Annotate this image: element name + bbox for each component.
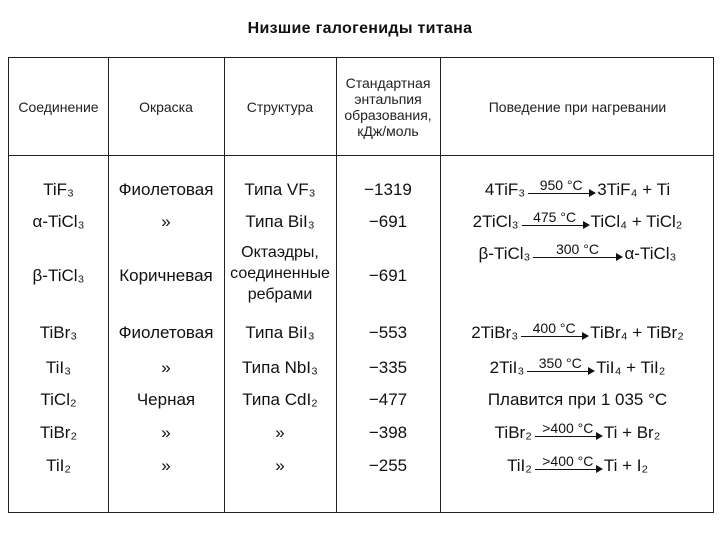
reaction-condition: 350 °C [538, 355, 582, 371]
cell-enthalpy: −691 [368, 265, 408, 285]
reaction-right: TiCl₄ + TiCl₂ [590, 212, 683, 231]
reaction-condition: 400 °C [532, 320, 576, 336]
cell-enthalpy: −691 [368, 212, 408, 231]
cell-heating [440, 317, 715, 349]
header-heating: Поведение при нагревании [488, 98, 667, 115]
cell-heating [440, 174, 715, 206]
reaction-condition: >400 °C [542, 420, 594, 436]
cell-structure: Типа CdI₂ [242, 390, 318, 409]
arrow-icon [535, 469, 601, 470]
reaction-right: Ti + Br₂ [603, 423, 661, 442]
arrow-icon [527, 371, 593, 372]
reaction-left: β-TiCl₃ [478, 244, 531, 263]
cell-heating [440, 417, 715, 449]
header-compound: Соединение [18, 98, 99, 115]
reaction-condition: 950 °C [539, 177, 583, 193]
cell-compound: TiI₃ [45, 358, 72, 377]
cell-structure: Типа BiI₃ [245, 212, 315, 231]
reaction-arrow [528, 178, 594, 194]
reaction-right: α-TiCl₃ [624, 244, 677, 263]
cell-enthalpy: −398 [368, 423, 408, 442]
reaction-condition: 475 °C [533, 209, 577, 225]
cell-heating [440, 384, 715, 416]
heating-text: Плавится при 1 035 °C [487, 390, 668, 409]
arrow-icon [528, 193, 594, 194]
cell-structure: Октаэдры, соединенные ребрами [230, 244, 330, 303]
cell-color: Коричневая [119, 265, 213, 285]
reaction-arrow [522, 210, 588, 226]
header-structure: Структура [246, 98, 314, 115]
cell-enthalpy: −477 [368, 390, 408, 409]
cell-enthalpy: −335 [368, 358, 408, 377]
cell-heating [440, 450, 715, 482]
reaction-left: TiI₂ [506, 456, 532, 475]
cell-structure: » [275, 423, 285, 442]
page-title: Низшие галогениды титана [247, 20, 473, 37]
arrow-icon [535, 436, 601, 437]
cell-color: Фиолетовая [118, 180, 214, 199]
arrow-icon [522, 225, 588, 226]
arrow-icon [521, 336, 587, 337]
cell-compound: TiBr₂ [39, 423, 78, 442]
cell-structure: Типа VF₃ [244, 180, 316, 199]
cell-compound: TiI₂ [46, 456, 71, 475]
reaction-left: 2TiI₃ [489, 358, 525, 377]
cell-heating [440, 238, 715, 270]
cell-enthalpy: −1319 [364, 180, 412, 199]
reaction-arrow [535, 454, 601, 470]
cell-compound: TiCl₂ [40, 390, 77, 409]
cell-compound: α-TiCl₃ [32, 212, 85, 231]
arrow-icon [533, 257, 621, 258]
cell-heating [440, 352, 715, 384]
reaction-left: 2TiBr₃ [471, 323, 519, 342]
header-color: Окраска [139, 98, 193, 115]
header-divider [9, 155, 713, 156]
reaction-right: TiBr₄ + TiBr₂ [590, 323, 684, 342]
reaction-right: Ti + I₂ [603, 456, 649, 475]
reaction-arrow [527, 356, 593, 372]
cell-compound: TiBr₃ [39, 323, 78, 342]
reaction-condition: >400 °C [542, 453, 594, 469]
reaction-arrow [533, 242, 621, 258]
cell-enthalpy: −553 [368, 323, 408, 342]
cell-compound: β-TiCl₃ [32, 265, 85, 285]
cell-color: » [161, 358, 171, 377]
cell-enthalpy: −255 [368, 456, 408, 475]
reaction-arrow [521, 321, 587, 337]
cell-heating [440, 206, 715, 238]
reaction-right: 3TiF₄ + Ti [597, 180, 671, 199]
cell-color: » [161, 456, 171, 475]
cell-color: Черная [136, 390, 196, 409]
reaction-left: 4TiF₃ [484, 180, 526, 199]
reaction-condition: 300 °C [555, 241, 599, 257]
cell-structure: » [275, 456, 285, 475]
header-enthalpy: Стандартная энтальпия образования, кДж/моль [344, 74, 432, 139]
reaction-left: 2TiCl₃ [472, 212, 519, 231]
cell-color: » [161, 212, 171, 231]
halides-table [8, 57, 714, 513]
cell-structure: Типа BiI₃ [245, 323, 315, 342]
cell-structure: Типа NbI₃ [242, 358, 318, 377]
reaction-right: TiI₄ + TiI₂ [596, 358, 666, 377]
reaction-left: TiBr₂ [494, 423, 532, 442]
reaction-arrow [535, 421, 601, 437]
cell-compound: TiF₃ [43, 180, 74, 199]
cell-color: Фиолетовая [118, 323, 214, 342]
cell-color: » [161, 423, 171, 442]
